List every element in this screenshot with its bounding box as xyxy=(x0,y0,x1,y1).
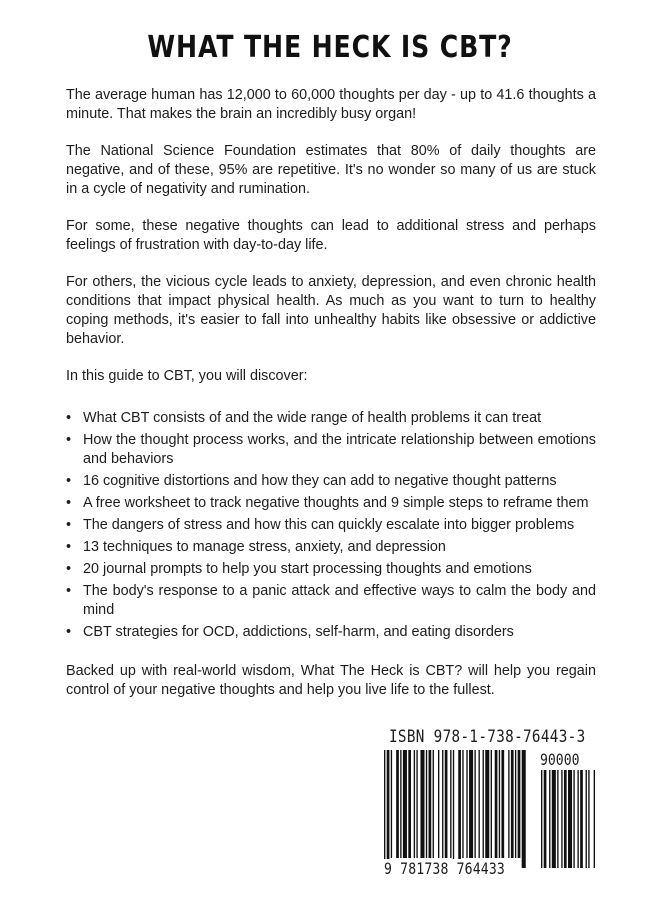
barcode-bar xyxy=(466,750,467,858)
barcode-bar xyxy=(384,750,385,868)
barcode-bar xyxy=(387,750,390,868)
paragraph-stress: For some, these negative thoughts can lead to additional stress and perhaps feelings of frustration with day-to-day life. xyxy=(66,218,596,253)
barcode-bar xyxy=(426,750,427,858)
page-title: WHAT THE HECK IS CBT? xyxy=(147,30,513,65)
list-item: • 13 techniques to manage stress, anxiety, and depression xyxy=(66,538,596,557)
back-cover-text xyxy=(66,86,596,700)
barcode-bar xyxy=(462,750,463,858)
barcode-bar xyxy=(403,750,407,858)
barcode-bar xyxy=(568,770,572,868)
barcode-bar xyxy=(469,750,473,858)
barcode-bar xyxy=(491,750,492,858)
barcode-bar xyxy=(458,750,461,868)
list-item: • How the thought process works, and the intricate relationship between emotions and behaviors xyxy=(66,431,596,469)
barcode-bar xyxy=(561,770,562,868)
paragraph-vicious-cycle: For others, the vicious cycle leads to anxiety, depression, and even chronic health conditions that impact physical health. As much as you want to turn to healthy coping methods, it's easier to fall into unhealthy habits like obsessive or addictive behavior. xyxy=(66,274,596,347)
barcode-bar xyxy=(544,770,547,868)
paragraph-negative-thoughts: The National Science Foundation estimates that 80% of daily thoughts are negative, and of these, 95% are repetitive. It's no wonder so many of us are stuck in a cycle of negativity and rumination. xyxy=(66,143,596,197)
barcode-bar xyxy=(541,770,542,868)
barcode-bar xyxy=(445,750,448,858)
barcode-bar xyxy=(501,750,504,858)
barcode-bar xyxy=(391,750,392,858)
barcode-bar xyxy=(549,770,550,868)
barcode-bar xyxy=(433,750,434,858)
barcode-bar xyxy=(557,770,558,868)
barcode-bar xyxy=(396,750,399,858)
list-item: • What CBT consists of and the wide range of health problems it can treat xyxy=(66,409,596,428)
barcode-bar xyxy=(518,750,521,858)
barcode-bar xyxy=(400,750,401,858)
closing-paragraph: Backed up with real-world wisdom, What The Heck is CBT? will help you regain control of your negative thoughts and help you live life to the fullest. xyxy=(66,663,596,698)
barcode-bar xyxy=(479,750,480,858)
barcode-bar xyxy=(515,750,516,858)
barcode-bar xyxy=(564,770,567,868)
barcode-bar xyxy=(483,750,484,858)
paragraph-discover-intro: In this guide to CBT, you will discover: xyxy=(66,368,308,384)
barcode-bar xyxy=(577,770,578,868)
barcode-bar xyxy=(429,750,432,858)
barcode-addon-digits: 90000 xyxy=(540,750,580,769)
barcode-bar xyxy=(580,770,583,868)
barcode-bar xyxy=(594,770,595,868)
barcode-bar xyxy=(586,770,587,868)
barcode-bar xyxy=(522,750,526,868)
barcode-digits: 9 781738 764433 xyxy=(384,859,505,878)
list-item: • 16 cognitive distortions and how they can add to negative thought patterns xyxy=(66,472,596,491)
barcode-bar xyxy=(485,750,489,858)
barcode-bar xyxy=(408,750,411,858)
barcode-bar xyxy=(414,750,415,858)
barcode-bar xyxy=(552,770,556,868)
list-item: • The body's response to a panic attack and effective ways to calm the body and mind xyxy=(66,582,596,620)
barcode-bar xyxy=(453,750,454,868)
list-item: • A free worksheet to track negative thoughts and 9 simple steps to reframe them xyxy=(66,494,596,513)
discover-list xyxy=(66,409,596,642)
barcode-bar xyxy=(420,750,424,858)
isbn-label: ISBN 978-1-738-76443-3 xyxy=(389,727,586,747)
barcode-bar xyxy=(573,770,574,868)
barcode-bar xyxy=(416,750,417,858)
barcode-bar xyxy=(442,750,443,858)
barcode-bar xyxy=(508,750,509,858)
barcode-bar xyxy=(495,750,498,858)
barcode-bar xyxy=(588,770,589,868)
barcode-bar xyxy=(438,750,439,858)
barcode-bar xyxy=(450,750,451,858)
paragraph-thoughts-per-day: The average human has 12,000 to 60,000 thoughts per day - up to 41.6 thoughts a minute. That makes the brain an incredibly busy organ! xyxy=(66,87,596,122)
barcode-bar xyxy=(499,750,500,858)
list-item: • CBT strategies for OCD, addictions, self-harm, and eating disorders xyxy=(66,623,596,642)
list-item: • The dangers of stress and how this can quickly escalate into bigger problems xyxy=(66,516,596,535)
list-item: • 20 journal prompts to help you start processing thoughts and emotions xyxy=(66,560,596,579)
barcode-bar xyxy=(474,750,475,858)
barcode-bar xyxy=(511,750,514,858)
